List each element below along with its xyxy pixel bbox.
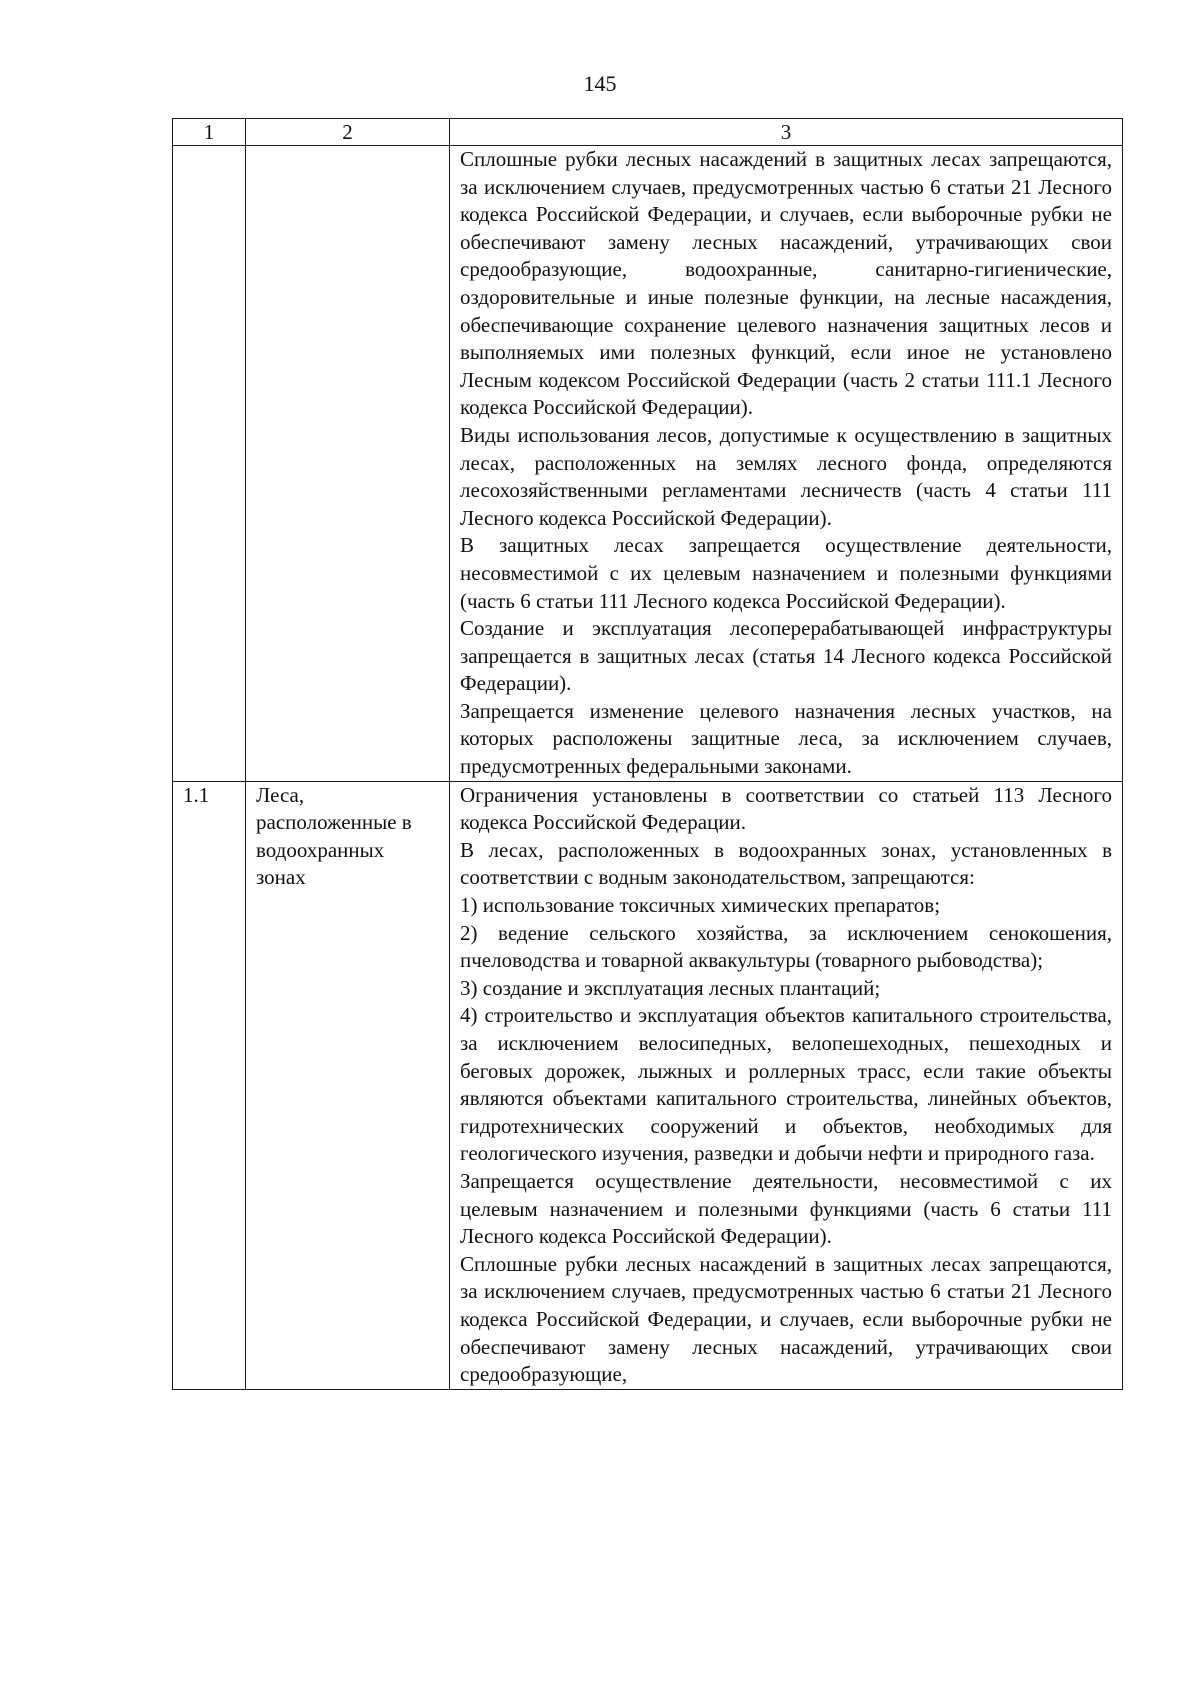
column-header-1: 1	[173, 119, 246, 146]
paragraph: Ограничения установлены в соответствии со статьей 113 Лесного кодекса Российской Федерации.	[460, 782, 1112, 835]
table-row	[173, 146, 1123, 782]
paragraph: Сплошные рубки лесных насаждений в защитных лесах запрещаются, за исключением случаев, предусмотренных частью 6 статьи 21 Лесного кодекса Российской Федерации, и случаев, если выборочные рубки не обеспечивают замену лесных насаждений, утрачивающих свои средообразующие, водоохранные, санитарно-гигиенические, оздоровительные и иные полезные функции, на лесные насаждения, обеспечивающие сохранение целевого назначения защитных лесов и выполняемых ими полезных функций, если иное не установлено Лесным кодексом Российской Федерации (часть 2 статьи 111.1 Лесного кодекса Российской Федерации).	[460, 147, 1112, 420]
column-header-3: 3	[450, 119, 1123, 146]
page-number: 145	[583, 71, 617, 96]
paragraph: Виды использования лесов, допустимые к осуществлению в защитных лесах, расположенных на землях лесного фонда, определяются лесохозяйственными регламентами лесничеств (часть 4 статьи 111 Лесного кодекса Российской Федерации).	[460, 422, 1112, 530]
column-header-2: 2	[246, 119, 450, 146]
table-row	[173, 781, 1123, 1389]
paragraph: 1) использование токсичных химических препаратов;	[460, 893, 941, 918]
paragraph: Запрещается осуществление деятельности, несовместимой с их целевым назначением и полезными функциями (часть 6 статьи 111 Лесного кодекса Российской Федерации).	[460, 1168, 1112, 1249]
table-header-row	[173, 119, 1123, 146]
paragraph: Создание и эксплуатация лесоперерабатывающей инфраструктуры запрещается в защитных лесах (статья 14 Лесного кодекса Российской Федерации).	[460, 616, 1112, 696]
row-content	[450, 781, 1123, 1389]
row-content	[450, 146, 1123, 782]
row-number	[173, 146, 246, 782]
paragraph: 4) строительство и эксплуатация объектов капитального строительства, за исключением велосипедных, велопешеходных, пешеходных и беговых дорожек, лыжных и роллерных трасс, если такие объекты являются объектами капитального строительства, линейных объектов, гидротехнических сооружений и объектов, необходимых для геологического изучения, разведки и добычи нефти и природного газа.	[460, 1003, 1112, 1166]
paragraph: Сплошные рубки лесных насаждений в защитных лесах запрещаются, за исключением случаев, предусмотренных частью 6 статьи 21 Лесного кодекса Российской Федерации, и случаев, если выборочные рубки не обеспечивают замену лесных насаждений, утрачивающих свои средообразующие,	[460, 1251, 1112, 1387]
paragraph: 2) ведение сельского хозяйства, за исключением сенокошения, пчеловодства и товарной аквакультуры (товарного рыбоводства);	[460, 920, 1112, 973]
paragraph: 3) создание и эксплуатация лесных плантаций;	[460, 975, 881, 1000]
row-number: 1.1	[173, 781, 246, 1389]
row-title: Леса, расположенные в водоохранных зонах	[246, 781, 450, 1389]
paragraph: Запрещается изменение целевого назначения лесных участков, на которых расположены защитные леса, за исключением случаев, предусмотренных федеральными законами.	[460, 698, 1112, 779]
row-title	[246, 146, 450, 782]
paragraph: В защитных лесах запрещается осуществление деятельности, несовместимой с их целевым назначением и полезными функциями (часть 6 статьи 111 Лесного кодекса Российской Федерации).	[460, 533, 1112, 613]
paragraph: В лесах, расположенных в водоохранных зонах, установленных в соответствии с водным законодательством, запрещаются:	[460, 837, 1112, 890]
regulation-table	[172, 118, 1123, 1390]
